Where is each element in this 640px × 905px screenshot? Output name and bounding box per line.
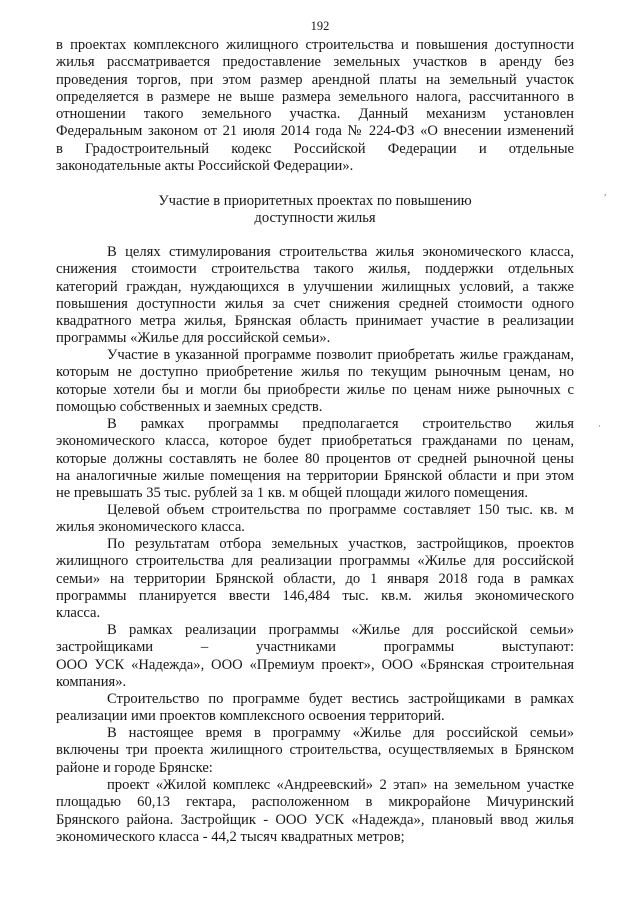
text-line: жилья экономического класса. — [56, 519, 245, 536]
text-line: проведения торгов, при этом размер арендной платы на земельный участок — [56, 71, 574, 88]
paragraph — [56, 347, 574, 416]
scan-speck: , — [604, 187, 607, 197]
text-line: снижения стоимости строительства такого жилья, поддержки отдельных — [56, 261, 574, 278]
section-heading — [56, 193, 574, 228]
text-line: реализации ими проектов комплексного освоения территорий. — [56, 708, 445, 725]
paragraph — [56, 244, 574, 348]
paragraph — [56, 691, 574, 726]
text-line: По результатам отбора земельных участков, застройщиков, проектов — [107, 536, 574, 552]
paragraph — [56, 416, 574, 502]
paragraph — [56, 777, 574, 846]
page-number: 192 — [310, 19, 330, 33]
text-line: не превышать 35 тыс. рублей за 1 кв. м общей площади жилого помещения. — [56, 485, 529, 501]
text-line: районе и городе Брянске: — [56, 759, 213, 776]
text-line: Строительство по программе будет вестись застройщиками в рамках — [107, 691, 574, 707]
text-line: на аналогичные жилые помещения на территории Брянской области и при этом — [56, 467, 574, 484]
text-line: программы «Жилье для российской семьи». — [56, 330, 331, 347]
text-line: проект «Жилой комплекс «Андреевский» 2 этап» на земельном участке — [107, 777, 574, 793]
text-line: которые хотели бы и могли бы приобрести жилье по ценам ниже рыночных с — [56, 381, 574, 398]
text-line: включены три проекта жилищного строительства, осуществляемых в Брянском — [56, 742, 574, 759]
paragraph — [56, 536, 574, 622]
text-line: компания». — [56, 673, 127, 690]
text-line: квадратного метра жилья, Брянская область принимает участие в реализации — [56, 313, 574, 329]
paragraph — [56, 502, 574, 537]
text-line: площадью 60,13 гектара, расположенном в микрорайоне Мичуринский — [56, 794, 574, 811]
text-line: экономического класса - 44,2 тысяч квадратных метров; — [56, 828, 405, 845]
text-line: категорий граждан, нуждающихся в улучшении жилищных условий, а также — [56, 278, 574, 295]
text-line: помощью собственных и заемных средств. — [56, 398, 323, 415]
text-line: которым не доступно приобретение жилья по текущим рыночным ценам, но — [56, 364, 574, 381]
intro-paragraph — [56, 37, 574, 175]
text-line: повышения доступности жилья за счет снижения средней стоимости одного — [56, 295, 574, 312]
text-line: В рамках реализации программы «Жилье для российской семьи» — [107, 622, 574, 638]
text-line: программы планируется ввести 146,484 тыс. кв.м. жилья экономического — [56, 587, 574, 604]
text-line: экономического класса, которое будет приобретаться гражданами по ценам, — [56, 433, 574, 450]
text-line: определяется в размере не выше размера земельного налога, рассчитанного в — [56, 88, 574, 105]
heading-line: доступности жилья — [254, 210, 376, 227]
heading-line: Участие в приоритетных проектах по повышению — [158, 193, 472, 209]
text-line: семьи» на территории Брянской области, до 1 января 2018 года в рамках — [56, 570, 574, 587]
text-line: В целях стимулирования строительства жилья экономического класса, — [107, 244, 574, 260]
paragraph — [56, 622, 574, 691]
text-line: застройщиками – участниками программы выступают: — [56, 639, 574, 656]
text-line: жилья рассматривается предоставление земельных участков в аренду без — [56, 54, 574, 71]
text-line: Целевой объем строительства по программе составляет 150 тыс. кв. м — [107, 502, 574, 518]
text-line: отношении такого земельного участка. Данный механизм установлен — [56, 106, 574, 122]
text-line: ООО УСК «Надежда», ООО «Премиум проект», ООО «Брянская строительная — [56, 656, 574, 673]
text-line: класса. — [56, 605, 101, 621]
text-line: Брянского района. Застройщик - ООО УСК «Надежда», плановый ввод жилья — [56, 811, 574, 828]
text-line: жилищного строительства для реализации программы «Жилье для российской — [56, 553, 574, 570]
text-line: в Градостроительный кодекс Российской Федерации и отдельные — [56, 140, 574, 157]
paragraph — [56, 725, 574, 777]
scan-speck: · — [598, 421, 601, 431]
text-line: которые должны составлять не более 80 процентов от средней рыночной цены — [56, 450, 574, 467]
text-line: В настоящее время в программу «Жилье для российской семьи» — [107, 725, 574, 741]
text-line: Федеральным законом от 21 июля 2014 года № 224-ФЗ «О внесении изменений — [56, 123, 574, 140]
text-line: в проектах комплексного жилищного строительства и повышения доступности — [56, 37, 574, 53]
text-line: законодательные акты Российской Федерации». — [56, 157, 354, 174]
text-line: В рамках программы предполагается строительство жилья — [107, 416, 574, 432]
text-line: Участие в указанной программе позволит приобретать жилье гражданам, — [107, 347, 574, 363]
